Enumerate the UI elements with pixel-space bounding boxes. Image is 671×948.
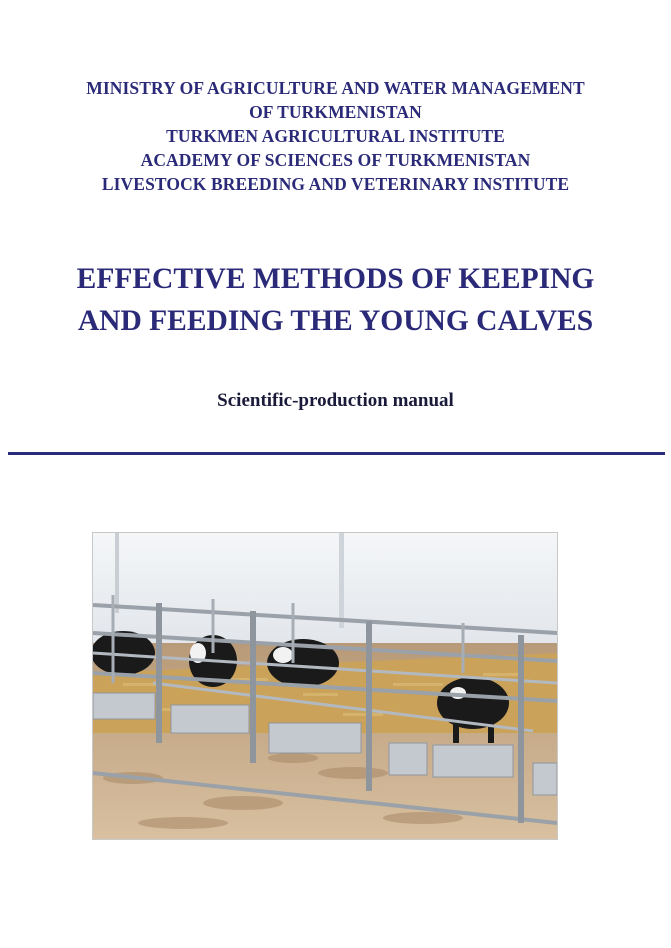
- book-title-line-2: AND FEEDING THE YOUNG CALVES: [77, 305, 594, 337]
- book-title: [0, 258, 671, 342]
- divider-rule: [8, 452, 665, 455]
- publisher-line-1: MINISTRY OF AGRICULTURE AND WATER MANAGEMENT: [86, 78, 585, 98]
- book-subtitle: Scientific-production manual: [217, 390, 454, 411]
- publisher-line-4: ACADEMY OF SCIENCES OF TURKMENISTAN: [140, 150, 531, 170]
- publisher-line-3: TURKMEN AGRICULTURAL INSTITUTE: [166, 126, 505, 146]
- book-title-line-1: EFFECTIVE METHODS OF KEEPING: [76, 263, 595, 295]
- publisher-line-5: LIVESTOCK BREEDING AND VETERINARY INSTITUTE: [101, 174, 570, 194]
- publisher-block: [0, 76, 671, 196]
- publisher-line-2: OF TURKMENISTAN: [249, 102, 422, 122]
- calf-pens-photo: [92, 532, 558, 840]
